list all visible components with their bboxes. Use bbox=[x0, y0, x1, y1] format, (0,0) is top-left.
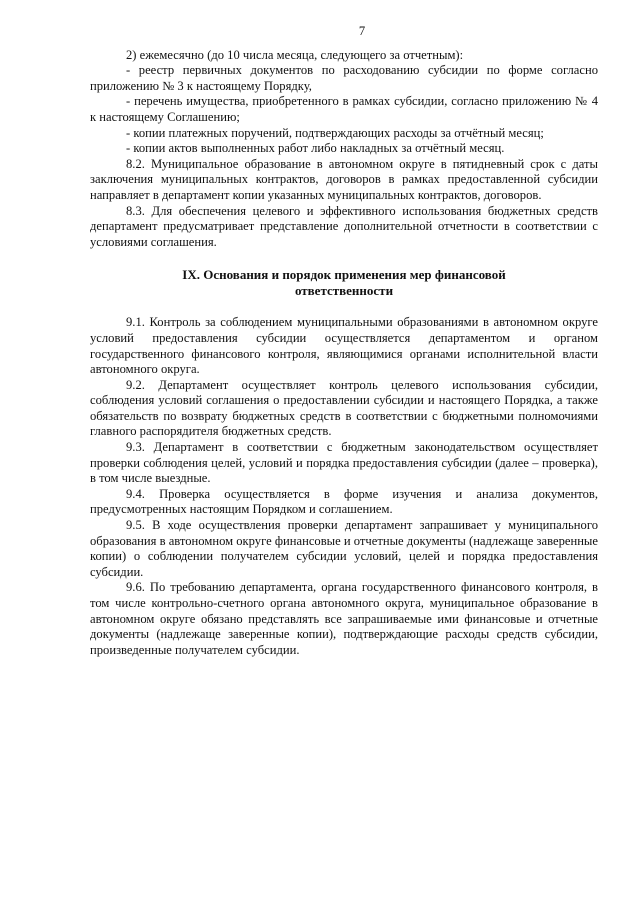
paragraph-9-4: 9.4. Проверка осуществляется в форме изучения и анализа документов, предусмотренных настоящим Порядком и соглашением. bbox=[90, 486, 598, 517]
paragraph-monthly-reporting: 2) ежемесячно (до 10 числа месяца, следующего за отчетным): bbox=[126, 47, 464, 62]
paragraph-payment-orders-item: - копии платежных поручений, подтверждающих расходы за отчётный месяц; bbox=[126, 125, 544, 140]
document-page bbox=[90, 24, 598, 658]
paragraph-9-3: 9.3. Департамент в соответствии с бюджетным законодательством осуществляет проверки соблюдения целей, условий и порядка предоставления субсидии (далее – проверка), в том числе выездные. bbox=[90, 440, 598, 486]
paragraph-8-2: 8.2. Муниципальное образование в автономном округе в пятидневный срок с даты заключения муниципальных контрактов, договоров в рамках предоставленной субсидии направляет в департамент копии указанных муниципальных контрактов, договоров. bbox=[90, 156, 598, 202]
paragraph-9-1: 9.1. Контроль за соблюдением муниципальными образованиями в автономном округе условий предоставления субсидии осуществляется департаментом и органом государственного финансового контроля, являющимися органами исполнительной власти автономного округа. bbox=[90, 315, 598, 377]
paragraph-property-list-item: - перечень имущества, приобретенного в рамках субсидии, согласно приложению № 4 к настоящему Соглашению; bbox=[90, 94, 598, 124]
paragraph-9-5: 9.5. В ходе осуществления проверки департамент запрашивает у муниципального образования в автономном округе финансовые и отчетные документы (надлежаще заверенные копии) о соблюдении получателем субсидии условий, целей и порядка предоставления субсидии. bbox=[90, 518, 598, 579]
page-number: 7 bbox=[358, 24, 366, 38]
section-9-heading: IX. Основания и порядок применения мер финансовой ответственности bbox=[182, 267, 506, 299]
paragraph-9-6: 9.6. По требованию департамента, органа государственного финансового контроля, в том числе контрольно-счетного органа автономного округа, муниципальное образование в автономном округе обязано представлять все запрашиваемые ими финансовые и отчетные документы (надлежаще заверенные копии), подтверждающие расходы средств субсидии, произведенные получателем субсидии. bbox=[90, 580, 598, 657]
paragraph-registry-item: - реестр первичных документов по расходованию субсидии по форме согласно приложению № 3 к настоящему Порядку, bbox=[90, 63, 598, 93]
section-9-body bbox=[90, 315, 598, 658]
paragraph-acts-item: - копии актов выполненных работ либо накладных за отчётный месяц. bbox=[126, 141, 505, 156]
paragraph-8-3: 8.3. Для обеспечения целевого и эффективного использования бюджетных средств департамент предусматривает представление дополнительной отчетности в соответствии с условиями соглашения. bbox=[90, 203, 598, 249]
paragraph-9-2: 9.2. Департамент осуществляет контроль целевого использования субсидии, соблюдения условий соглашения о предоставлении субсидии и настоящего Порядка, а также обязательств по возврату бюджетных средств в соответствии с бюджетными полномочиями главного распорядителя бюджетных средств. bbox=[90, 377, 598, 439]
section-8-continuation bbox=[90, 48, 598, 251]
